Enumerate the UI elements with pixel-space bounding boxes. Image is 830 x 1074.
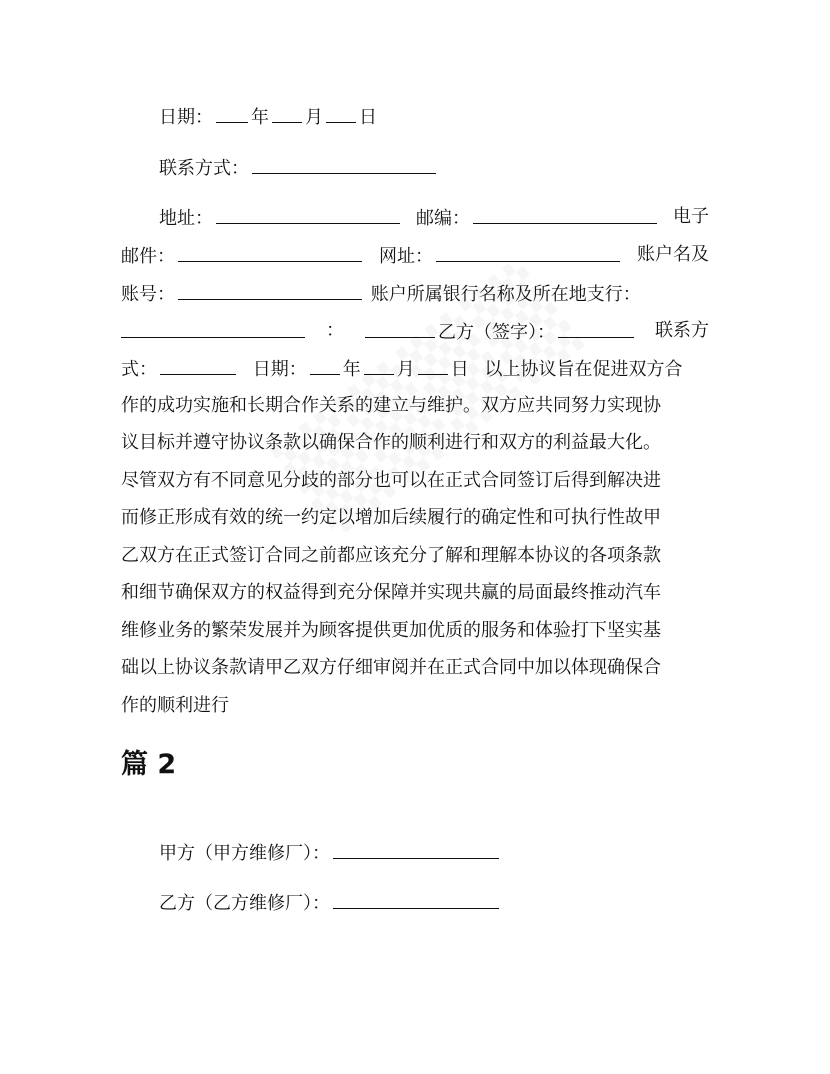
day-blank bbox=[326, 104, 356, 123]
email-line bbox=[121, 243, 711, 269]
date-line bbox=[159, 104, 749, 130]
account-line bbox=[121, 281, 711, 307]
party-b-label: 乙方（乙方维修厂）： bbox=[159, 893, 330, 914]
contact-label: 联系方式： bbox=[159, 158, 249, 179]
paragraph-start: 以上协议旨在促进双方合 bbox=[484, 359, 683, 380]
account-name-label: 账户名及 bbox=[637, 244, 709, 265]
party-b-line bbox=[159, 890, 749, 916]
website-blank bbox=[436, 243, 620, 262]
month-text: 月 bbox=[305, 107, 323, 128]
contact-blank bbox=[252, 155, 436, 174]
day-blank-2 bbox=[418, 356, 448, 375]
contact-blank-2 bbox=[160, 356, 236, 375]
paragraph-line: 作的顺利进行 bbox=[121, 695, 229, 716]
month-blank bbox=[272, 104, 302, 123]
paragraph-line: 而修正形成有效的统一约定以增加后续履行的确定性和可执行性故甲 bbox=[121, 507, 661, 528]
website-label: 网址： bbox=[379, 246, 433, 267]
year-blank bbox=[216, 104, 248, 123]
sign-line bbox=[121, 319, 711, 345]
paragraph-line: 议目标并遵守协议条款以确保合作的顺利进行和双方的利益最大化。 bbox=[121, 432, 661, 453]
email-head: 电子 bbox=[673, 206, 709, 227]
signature-blank bbox=[365, 319, 435, 338]
bank-label: 账户所属银行名称及所在地支行： bbox=[370, 284, 641, 305]
party-a-blank bbox=[333, 840, 499, 859]
day-text-2: 日 bbox=[450, 359, 469, 380]
date-label: 日期： bbox=[159, 107, 213, 128]
address-blank bbox=[216, 205, 400, 224]
year-text: 年 bbox=[251, 107, 269, 128]
postcode-label: 邮编： bbox=[416, 208, 470, 229]
bank-blank bbox=[121, 319, 305, 338]
contact-label-tail: 式： bbox=[121, 359, 157, 380]
party-a-line bbox=[159, 840, 749, 866]
address-line bbox=[159, 205, 709, 231]
date-label-2: 日期： bbox=[252, 359, 307, 380]
email-blank bbox=[178, 243, 362, 262]
contact-line bbox=[159, 155, 749, 181]
account-no-blank bbox=[178, 281, 362, 300]
contact-date-line bbox=[121, 356, 711, 382]
address-label: 地址： bbox=[159, 208, 213, 229]
paragraph-line: 乙双方在正式签订合同之前都应该充分了解和理解本协议的各项条款 bbox=[121, 545, 661, 566]
paragraph-line: 维修业务的繁荣发展并为顾客提供更加优质的服务和体验打下坚实基 bbox=[121, 620, 661, 641]
section-heading: 篇 2 bbox=[121, 749, 177, 780]
year-text-2: 年 bbox=[342, 359, 361, 380]
month-blank-2 bbox=[364, 356, 394, 375]
paragraph-line: 和细节确保双方的权益得到充分保障并实现共赢的局面最终推动汽车 bbox=[121, 582, 661, 603]
paragraph-line: 作的成功实施和长期合作关系的建立与维护。双方应共同努力实现协 bbox=[121, 395, 661, 416]
party-b-sign-label: 乙方（签字）： bbox=[438, 322, 555, 343]
party-a-label: 甲方（甲方维修厂）： bbox=[159, 843, 330, 864]
year-blank-2 bbox=[310, 356, 340, 375]
paragraph-line: 尽管双方有不同意见分歧的部分也可以在正式合同签订后得到解决进 bbox=[121, 470, 661, 491]
account-no-label: 账号： bbox=[121, 284, 175, 305]
day-text: 日 bbox=[359, 107, 377, 128]
party-b-sign-blank bbox=[558, 319, 634, 338]
contact-label-head: 联系方 bbox=[655, 320, 709, 341]
party-b-blank bbox=[333, 890, 499, 909]
month-text-2: 月 bbox=[396, 359, 415, 380]
postcode-blank bbox=[473, 205, 657, 224]
paragraph-line: 础以上协议条款请甲乙双方仔细审阅并在正式合同中加以体现确保合 bbox=[121, 657, 661, 678]
colon-text: ： bbox=[326, 320, 344, 341]
email-label: 邮件： bbox=[121, 246, 175, 267]
